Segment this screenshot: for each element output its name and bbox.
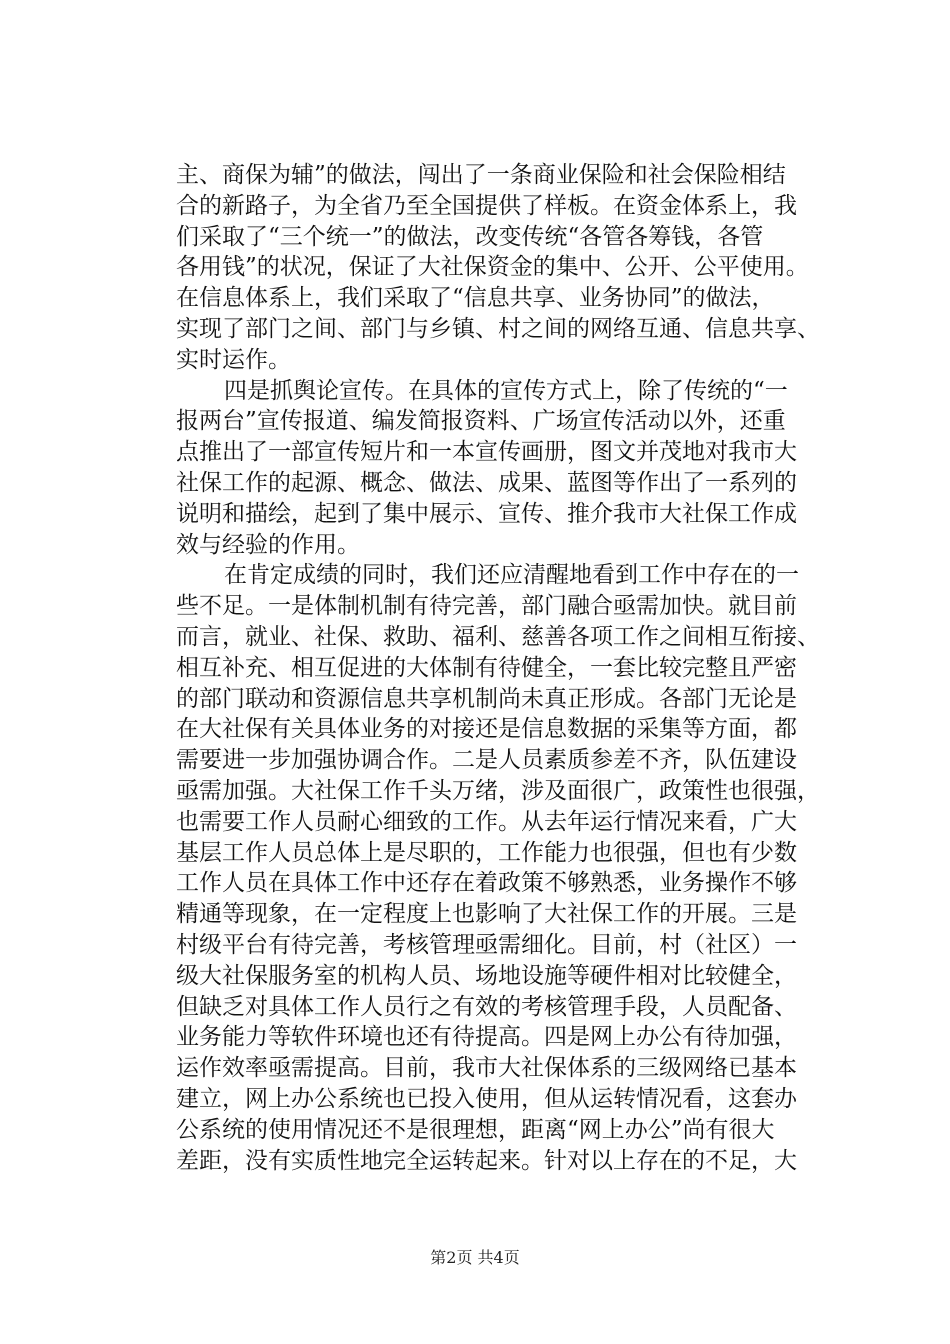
- text-line: 但缺乏对具体工作人员行之有效的考核管理手段，人员配备、: [176, 993, 797, 1020]
- text-line: 差距，没有实质性地完全运转起来。针对以上存在的不足，大: [176, 1147, 797, 1174]
- text-line: 建立，网上办公系统也已投入使用，但从运转情况看，这套办: [176, 1085, 797, 1112]
- text-line: 报两台”宣传报道、编发简报资料、广场宣传活动以外，还重: [176, 408, 786, 435]
- text-line: 四是抓舆论宣传。在具体的宣传方式上，除了传统的“一: [224, 377, 788, 404]
- text-line: 点推出了一部宣传短片和一本宣传画册，图文并茂地对我市大: [176, 439, 797, 466]
- text-line: 在信息体系上，我们采取了“信息共享、业务协同”的做法，: [176, 285, 775, 312]
- text-line: 业务能力等软件环境也还有待提高。四是网上办公有待加强，: [176, 1024, 797, 1051]
- text-line: 也需要工作人员耐心细致的工作。从去年运行情况来看，广大: [176, 808, 797, 835]
- text-line: 需要进一步加强协调合作。二是人员素质参差不齐，队伍建设: [176, 747, 797, 774]
- text-line: 主、商保为辅”的做法，闯出了一条商业保险和社会保险相结: [176, 162, 786, 188]
- text-line: 实时运作。: [176, 346, 291, 373]
- text-line: 社保工作的起源、概念、做法、成果、蓝图等作出了一系列的: [176, 469, 797, 496]
- text-line: 相互补充、相互促进的大体制有待健全，一套比较完整且严密: [176, 654, 797, 681]
- text-line: 在大社保有关具体业务的对接还是信息数据的采集等方面，都: [176, 716, 797, 743]
- text-line: 些不足。一是体制机制有待完善，部门融合亟需加快。就目前: [176, 593, 797, 620]
- text-line: 级大社保服务室的机构人员、场地设施等硬件相对比较健全，: [176, 962, 797, 989]
- text-line: 运作效率亟需提高。目前，我市大社保体系的三级网络已基本: [176, 1055, 797, 1082]
- text-line: 们采取了“三个统一”的做法，改变传统“各管各筹钱，各管: [176, 223, 764, 250]
- text-line: 各用钱”的状况，保证了大社保资金的集中、公开、公平使用。: [176, 254, 809, 281]
- body-text: [176, 160, 856, 1176]
- text-line: 实现了部门之间、部门与乡镇、村之间的网络互通、信息共享、: [176, 315, 820, 342]
- text-line: 效与经验的作用。: [176, 531, 360, 558]
- text-line: 在肯定成绩的同时，我们还应清醒地看到工作中存在的一: [224, 562, 799, 589]
- text-line: 工作人员在具体工作中还存在着政策不够熟悉，业务操作不够: [176, 870, 797, 897]
- text-line: 公系统的使用情况还不是很理想，距离“网上办公”尚有很大: [176, 1116, 775, 1143]
- text-line: 合的新路子，为全省乃至全国提供了样板。在资金体系上，我: [176, 192, 797, 219]
- text-line: 精通等现象，在一定程度上也影响了大社保工作的开展。三是: [176, 901, 797, 928]
- text-line: 基层工作人员总体上是尽职的，工作能力也很强，但也有少数: [176, 839, 797, 866]
- text-line: 而言，就业、社保、救助、福利、慈善各项工作之间相互衔接、: [176, 623, 820, 650]
- page-footer: 第2页 共4页: [430, 1248, 520, 1267]
- text-line: 说明和描绘，起到了集中展示、宣传、推介我市大社保工作成: [176, 500, 797, 527]
- text-line: 的部门联动和资源信息共享机制尚未真正形成。各部门无论是: [176, 685, 797, 712]
- text-line: 村级平台有待完善，考核管理亟需细化。目前，村（社区）一: [176, 931, 797, 958]
- text-line: 亟需加强。大社保工作千头万绪，涉及面很广，政策性也很强，: [176, 777, 820, 804]
